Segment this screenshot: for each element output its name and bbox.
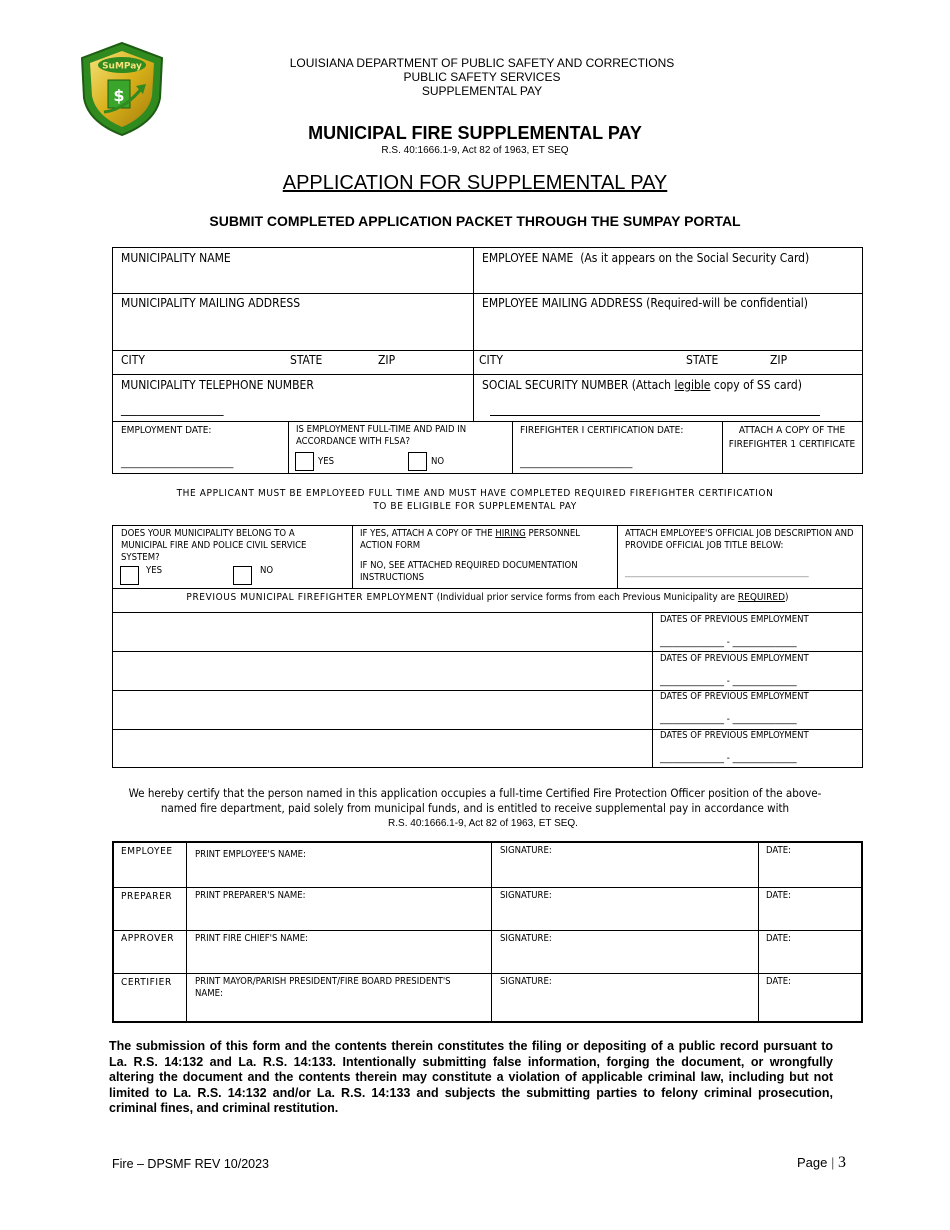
prev-emp-note-pre: (Individual prior service forms from each Previous Municipality are xyxy=(436,592,738,603)
agency-name: LOUISIANA DEPARTMENT OF PUBLIC SAFETY AND CORRECTIONS xyxy=(289,56,675,70)
employee-zip-field[interactable]: ZIP xyxy=(770,353,788,367)
fulltime-yes-checkbox[interactable] xyxy=(295,452,314,471)
certification-line-1: We hereby certify that the person named in this application occupies a full-time Certified Fire Protection Officer position of the above- xyxy=(128,786,822,800)
approver-signature-field[interactable]: SIGNATURE: xyxy=(500,933,552,944)
page-separator: | xyxy=(831,1155,835,1170)
cert-date-label: FIREFIGHTER I CERTIFICATION DATE: xyxy=(520,425,684,436)
ssn-note-post: copy of SS card) xyxy=(710,378,802,392)
municipality-state-field[interactable]: STATE xyxy=(290,353,323,367)
previous-employer-field[interactable] xyxy=(114,614,651,650)
submit-note: SUBMIT COMPLETED APPLICATION PACKET THROUGH THE SUMPAY PORTAL xyxy=(209,213,741,229)
job-title-line[interactable]: ___________________________________________ xyxy=(625,567,809,578)
print-employee-name-field[interactable]: PRINT EMPLOYEE'S NAME: xyxy=(195,849,306,860)
previous-employer-field[interactable] xyxy=(114,731,651,767)
fulltime-yes-label: YES xyxy=(318,456,335,467)
if-no-instruction: IF NO, SEE ATTACHED REQUIRED DOCUMENTATION INSTRUCTIONS xyxy=(360,560,578,583)
municipality-zip-field[interactable]: ZIP xyxy=(378,353,396,367)
employee-address-note: (Required-will be confidential) xyxy=(646,296,809,310)
application-title: APPLICATION FOR SUPPLEMENTAL PAY xyxy=(282,172,668,194)
page-indicator xyxy=(797,1154,846,1172)
program-name: SUPPLEMENTAL PAY xyxy=(421,84,543,98)
previous-employer-field[interactable] xyxy=(114,653,651,689)
if-yes-post: PERSONNEL ACTION FORM xyxy=(360,528,581,551)
previous-employment-heading xyxy=(113,592,862,603)
division-name: PUBLIC SAFETY SERVICES xyxy=(403,70,561,84)
civil-service-no-label: NO xyxy=(260,565,274,576)
fulltime-question: IS EMPLOYMENT FULL-TIME AND PAID IN ACCORDANCE WITH FLSA? xyxy=(296,424,467,447)
sig-role-approver: APPROVER xyxy=(121,933,175,944)
ssn-note-underline: legible xyxy=(674,378,711,392)
prev-emp-note-post: ) xyxy=(785,592,789,603)
if-yes-underline: HIRING xyxy=(495,528,526,539)
certifier-date-field[interactable]: DATE: xyxy=(766,976,792,987)
civil-service-no-checkbox[interactable] xyxy=(233,566,252,585)
approver-date-field[interactable]: DATE: xyxy=(766,933,792,944)
municipality-city-field[interactable]: CITY xyxy=(121,353,145,367)
svg-text:$: $ xyxy=(113,86,125,105)
prev-dates-line[interactable]: _______________ - _______________ xyxy=(660,637,797,648)
ssn-input-line[interactable] xyxy=(490,415,820,416)
prev-dates-label: DATES OF PREVIOUS EMPLOYMENT xyxy=(660,691,809,702)
cert-date-line[interactable]: _________________________ xyxy=(520,458,633,469)
page-number: 3 xyxy=(838,1154,847,1171)
civil-service-question: DOES YOUR MUNICIPALITY BELONG TO A MUNICIPAL FIRE AND POLICE CIVIL SERVICE SYSTEM? xyxy=(121,528,307,563)
municipality-name-field[interactable]: MUNICIPALITY NAME xyxy=(121,251,231,265)
ssn-note-pre: (Attach xyxy=(631,378,675,392)
prev-dates-line[interactable]: _______________ - _______________ xyxy=(660,676,797,687)
job-description-instruction: ATTACH EMPLOYEE'S OFFICIAL JOB DESCRIPTION AND PROVIDE OFFICIAL JOB TITLE BELOW: xyxy=(625,528,854,551)
if-yes-instruction xyxy=(360,528,610,552)
form-id: Fire – DPSMF REV 10/2023 xyxy=(112,1157,270,1171)
municipality-address-field[interactable]: MUNICIPALITY MAILING ADDRESS xyxy=(121,296,301,310)
prev-emp-title: PREVIOUS MUNICIPAL FIREFIGHTER EMPLOYMENT xyxy=(186,592,434,603)
print-preparer-name-field[interactable]: PRINT PREPARER'S NAME: xyxy=(195,890,306,901)
prev-dates-label: DATES OF PREVIOUS EMPLOYMENT xyxy=(660,653,809,664)
employee-name-label: EMPLOYEE NAME xyxy=(482,251,574,265)
employee-address-label: EMPLOYEE MAILING ADDRESS xyxy=(482,296,643,310)
prev-dates-line[interactable]: _______________ - _______________ xyxy=(660,753,797,764)
statute-ref: R.S. 40:1666.1-9, Act 82 of 1963, ET SEQ xyxy=(381,145,569,156)
print-mayor-name-field[interactable]: PRINT MAYOR/PARISH PRESIDENT/FIRE BOARD PRESIDENT'S NAME: xyxy=(195,976,451,999)
ssn-label xyxy=(482,378,802,392)
certification-line-2: named fire department, paid solely from municipal funds, and is entitled to receive supplemental pay in accordance with xyxy=(160,801,790,815)
employment-date-line[interactable]: _________________________ xyxy=(121,458,234,469)
print-chief-name-field[interactable]: PRINT FIRE CHIEF'S NAME: xyxy=(195,933,309,944)
certification-line-3: R.S. 40:1666.1-9, Act 82 of 1963, ET SEQ. xyxy=(388,818,578,829)
ssn-label-text: SOCIAL SECURITY NUMBER xyxy=(482,378,629,392)
employee-date-field[interactable]: DATE: xyxy=(766,845,792,856)
fulltime-no-checkbox[interactable] xyxy=(408,452,427,471)
employee-name-field[interactable] xyxy=(482,251,809,265)
attach-cert-note: ATTACH A COPY OF THE FIREFIGHTER 1 CERTIFICATE xyxy=(728,425,856,450)
prev-dates-label: DATES OF PREVIOUS EMPLOYMENT xyxy=(660,614,809,625)
page-label: Page xyxy=(797,1155,828,1170)
employment-date-label: EMPLOYMENT DATE: xyxy=(121,425,212,436)
prev-emp-note-underline: REQUIRED xyxy=(737,592,786,603)
telephone-input-line[interactable]: ___________________ xyxy=(121,402,224,416)
if-yes-pre: IF YES, ATTACH A COPY OF THE xyxy=(360,528,496,539)
fulltime-no-label: NO xyxy=(431,456,445,467)
preparer-date-field[interactable]: DATE: xyxy=(766,890,792,901)
civil-service-yes-checkbox[interactable] xyxy=(120,566,139,585)
svg-text:SuMPay: SuMPay xyxy=(102,61,142,72)
employee-address-field[interactable] xyxy=(482,296,808,310)
prev-dates-line[interactable]: _______________ - _______________ xyxy=(660,714,797,725)
form-title: MUNICIPAL FIRE SUPPLEMENTAL PAY xyxy=(308,123,642,143)
eligibility-note-line-1: THE APPLICANT MUST BE EMPLOYEED FULL TIME AND MUST HAVE COMPLETED REQUIRED FIREFIGHTER CERTIFICATION xyxy=(176,488,774,499)
certifier-signature-field[interactable]: SIGNATURE: xyxy=(500,976,552,987)
employee-signature-field[interactable]: SIGNATURE: xyxy=(500,845,552,856)
sig-role-preparer: PREPARER xyxy=(121,891,173,902)
prev-dates-label: DATES OF PREVIOUS EMPLOYMENT xyxy=(660,730,809,741)
telephone-label: MUNICIPALITY TELEPHONE NUMBER xyxy=(121,378,314,392)
employee-city-field[interactable]: CITY xyxy=(479,353,503,367)
eligibility-note-line-2: TO BE ELIGIBLE FOR SUPPLEMENTAL PAY xyxy=(373,501,577,512)
sig-role-employee: EMPLOYEE xyxy=(121,846,173,857)
employee-state-field[interactable]: STATE xyxy=(686,353,719,367)
previous-employer-field[interactable] xyxy=(114,692,651,728)
preparer-signature-field[interactable]: SIGNATURE: xyxy=(500,890,552,901)
employee-name-note: (As it appears on the Social Security Card) xyxy=(580,251,810,265)
legal-notice: The submission of this form and the contents therein constitutes the filing or depositing of a public record pursuant to La. R.S. 14:132 and La. R.S. 14:133. Intentionally submitting false information, forging the document, or wrongfully altering the document and the contents therein may constitute a violation of applicable criminal law, including but not limited to La. R.S. 14:132 and/or La. R.S. 14:133 and subjects the submitting parties to felony criminal prosecution, criminal fines, and criminal restitution. xyxy=(109,1039,833,1115)
civil-service-yes-label: YES xyxy=(146,565,163,576)
sig-role-certifier: CERTIFIER xyxy=(121,977,172,988)
